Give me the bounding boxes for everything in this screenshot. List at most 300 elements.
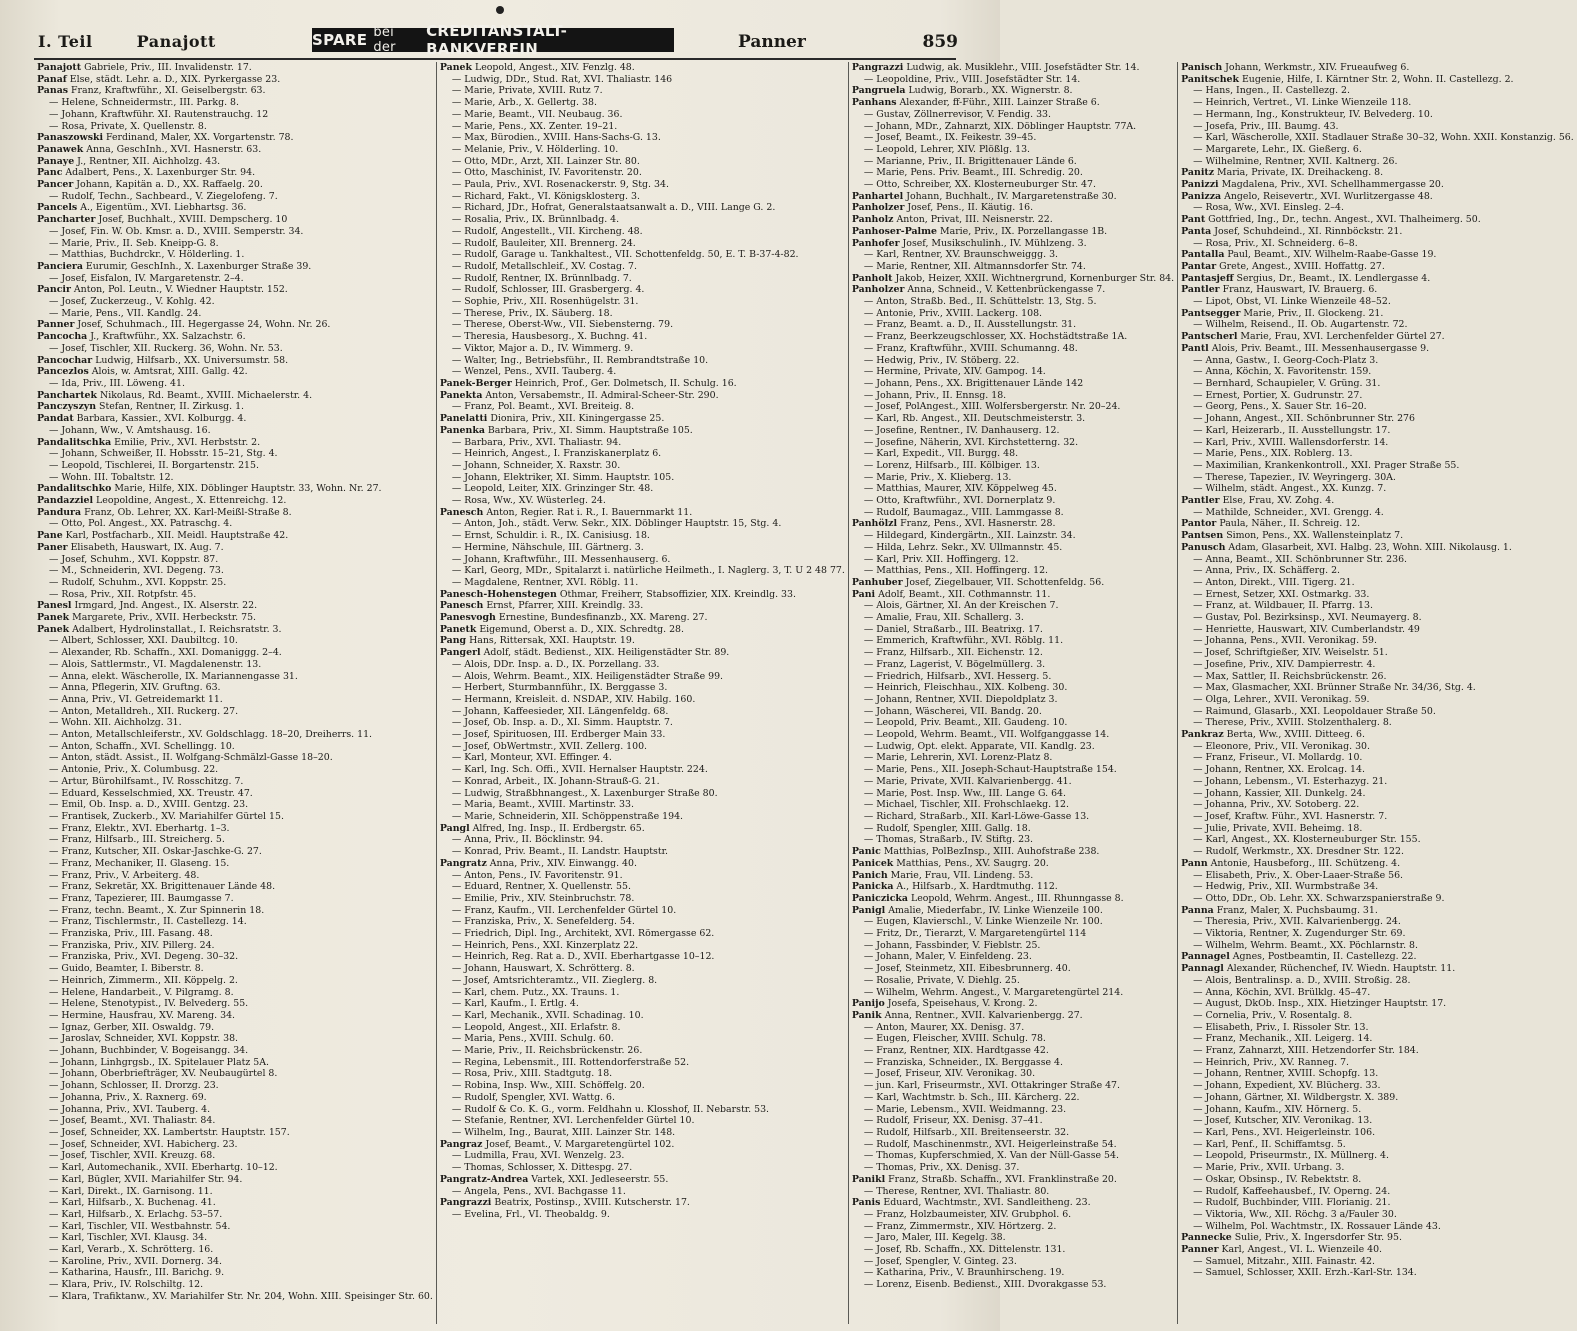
entry-details: Otto, DDr., Ob. Lehr. XX. Schwarzspanierstraße 9. [1205,892,1445,904]
entry-dash: — [863,1208,877,1220]
entry-dash: — [451,272,465,284]
entry-surname: Panna [1181,904,1214,916]
entry-dash: — [863,354,877,366]
entry-details: Karl, Postfacharb., XII. Meidl. Hauptstraße 42. [65,530,289,542]
entry-dash: — [49,846,62,858]
entry-dash: — [49,576,62,588]
entry-dash: — [49,892,62,904]
directory-entry [440,1080,845,1092]
entry-dash: — [49,1290,62,1302]
directory-entry [37,97,433,109]
entry-dash: — [863,448,877,460]
entry-details: Anton, Metallschleiferstr., XV. Goldschlagg. 18–20, Dreiherrs. 11. [61,729,373,741]
entry-dash: — [49,1103,62,1115]
entry-details: Franziska, Schneider., IX. Berggasse 4. [876,1056,1063,1068]
directory-entry [852,635,1174,647]
entry-dash: — [451,834,465,846]
entry-dash: — [1193,1126,1206,1138]
entry-dash: — [863,1150,877,1162]
directory-entry [852,1244,1174,1256]
directory-entry [37,717,433,729]
entry-details: Leopold, Priseurmstr., IX. Müllnerg. 4. [1205,1150,1389,1162]
directory-entry [440,226,845,238]
entry-details: Marie, Pens., XII. Joseph-Schaut-Hauptstraße 154. [876,764,1117,776]
directory-entry [37,799,433,811]
directory-entry [852,846,1174,858]
directory-entry [440,729,845,741]
entry-details: Josef, Spengler, V. Ginteg. 23. [876,1255,1017,1267]
entry-details: Hans, Rittersak, XXI. Hauptstr. 19. [469,635,635,647]
directory-entry [1181,764,1574,776]
entry-dash: — [49,682,62,694]
directory-entry [1181,425,1574,437]
entry-details: Josef, Steinmetz, XII. Eibesbrunnerg. 40. [876,963,1071,975]
entry-details: J., Rentner, XII. Aichholzg. 43. [77,155,221,167]
entry-dash: — [1193,892,1206,904]
entry-surname: Panek [37,623,70,635]
directory-entry [1181,940,1574,952]
directory-entry [1181,1139,1574,1151]
entry-dash: — [1193,752,1206,764]
directory-entry [852,1267,1174,1279]
entry-surname: Pantler [1181,284,1220,296]
entry-details: Max, Bürodien., XVIII. Hans-Sachs-G. 13. [464,132,661,144]
entry-details: Theresia, Hausbesorg., X. Buchng. 41. [464,331,648,343]
entry-dash: — [49,1162,62,1174]
directory-entry [440,659,845,671]
entry-dash: — [863,705,877,717]
directory-entry [37,355,433,367]
entry-details: Helene, Schneidermstr., III. Parkg. 8. [61,97,239,109]
entry-dash: — [1193,85,1206,97]
entry-details: Hermine, Nähschule, III. Gärtnerg. 3. [464,541,644,553]
directory-entry [37,132,433,144]
entry-details: Franz, Beamt. a. D., II. Ausstellungstr. 31. [876,319,1077,331]
directory-entry [440,998,845,1010]
entry-dash: — [863,424,877,436]
entry-details: Marie, Priv., II. Reichsbrückenstr. 26. [464,1045,643,1057]
entry-details: Emil, Ob. Insp. a. D., XVIII. Gentzg. 23. [61,799,249,811]
entry-details: Johanna, Priv., X. Raxnerg. 69. [61,1091,207,1103]
entry-details: Oskar, Obsinsp., IV. Rebektstr. 8. [1205,1173,1362,1185]
entry-dash: — [451,881,465,893]
directory-entry [37,202,433,214]
entry-dash: — [863,775,877,787]
entry-details: Henriette, Hauswart, XIV. Cumberlandstr. 49 [1205,623,1420,635]
entry-details: Alexander, Rb. Schaffn., XXI. Domaniggg. 2–4. [61,647,282,659]
directory-entry [1181,401,1574,413]
directory-entry [852,319,1174,331]
entry-surname: Panek [37,612,70,624]
entry-details: Marie, Priv., XVII. Urbang. 3. [1205,1162,1345,1174]
entry-details: Barbara, Kassier., XVI. Kolburgg. 4. [76,413,247,425]
directory-entry [1181,624,1574,636]
entry-details: Anton, Regier. Rat i. R., I. Bauernmarkt 11. [486,506,693,518]
entry-details: Franz, Mechaniker, II. Glaseng. 15. [61,857,230,869]
entry-dash: — [863,1138,877,1150]
entry-dash: — [863,834,877,846]
entry-surname: Pancir [37,284,71,296]
entry-dash: — [1193,623,1206,635]
directory-entry [37,319,433,331]
entry-details: Johann, Oberbriefträger, XV. Neubaugürtel 8. [61,1068,278,1080]
entry-surname: Panicek [851,857,894,869]
entry-details: Paula, Näher., II. Schreig. 12. [1219,518,1361,530]
entry-details: Bernhard, Schaupieler, V. Grüng. 31. [1205,377,1381,389]
directory-entry [1181,378,1574,390]
entry-dash: — [1193,811,1206,822]
directory-entry [37,1162,433,1174]
entry-details: Johann, Pens., XX. Brigittenauer Lände 142 [876,377,1084,389]
entry-details: Karl, Bügler, XVII. Mariahilfer Str. 94. [61,1173,243,1185]
entry-dash: — [49,448,62,460]
directory-entry [37,214,433,226]
entry-details: Theresia, Priv., XVII. Kalvarienbergg. 24. [1205,916,1401,928]
entry-dash: — [49,670,62,682]
directory-entry [440,1139,845,1151]
directory-entry [852,624,1174,636]
directory-entry [440,542,845,554]
entry-dash: — [1193,155,1206,167]
directory-entry [1181,355,1574,367]
entry-dash: — [49,1045,62,1057]
entry-details: Karl, Mechanik., XVII. Schadinag. 10. [464,1009,644,1021]
entry-dash: — [451,916,465,928]
entry-details: Josef, Schneider, XX. Lambertstr. Hauptstr. 157. [61,1126,290,1138]
directory-entry [1181,331,1574,343]
entry-details: Ludwig, ak. Musiklehr., VIII. Josefstädter Str. 14. [906,62,1140,73]
directory-entry [852,238,1174,250]
directory-entry [37,261,433,273]
entry-dash: — [49,296,62,308]
entry-dash: — [451,998,465,1010]
directory-entry [852,507,1174,519]
entry-details: Josef, Fin. W. Ob. Kmsr. a. D., XVIII. Semperstr. 34. [61,225,304,237]
entry-dash: — [1193,834,1206,846]
entry-details: Rudolf, Schlosser, III. Grasbergerg. 4. [464,284,645,296]
entry-dash: — [1193,939,1206,951]
entry-details: Johann, Elektriker, XI. Simm. Hauptstr. 105. [464,471,675,483]
left-catchword: Panajott [136,32,216,51]
directory-entry [37,518,433,530]
directory-entry [37,483,433,495]
directory-entry [440,413,845,425]
entry-surname: Pandalitschko [37,483,112,495]
entry-surname: Paner [37,541,68,553]
directory-entry [1181,308,1574,320]
entry-details: Lorenz, Eisenb. Bedienst., XIII. Dvorakgasse 53. [876,1279,1107,1291]
directory-entry [440,881,845,893]
entry-details: Johann, Kraftwführ. XI. Rautenstrauchg. 12 [61,108,269,120]
header-rule [34,58,956,60]
entry-details: Johann, Werkmstr., XIV. Frueaufweg 6. [1225,62,1410,73]
entry-details: Eigemund, Oberst a. D., XIX. Schredtg. 28. [479,623,684,635]
entry-dash: — [49,834,62,846]
entry-dash: — [49,752,62,764]
directory-entry [37,437,433,449]
directory-entry [37,1279,433,1291]
directory-entry [852,1197,1174,1209]
entry-details: Karl, Monteur, XVI. Effinger. 4. [464,752,612,764]
directory-entry [1181,109,1574,121]
directory-entry [37,893,433,905]
entry-dash: — [49,1173,62,1185]
entry-dash: — [863,553,877,565]
entry-dash: — [49,974,62,986]
entry-details: Frantisek, Zuckerb., XV. Mariahilfer Gürtel 15. [61,811,284,822]
entry-details: Hildegard, Kindergärtn., XII. Lainzstr. 34. [876,530,1076,542]
entry-details: Heinrich, Fleischhau., XIX. Kolbeng. 30. [876,682,1068,694]
entry-details: Rudolf, Angestellt., VII. Kircheng. 48. [464,225,643,237]
directory-entry [1181,156,1574,168]
entry-dash: — [49,1115,62,1127]
entry-details: Therese, Oberst-Ww., VII. Siebensterng. 79. [464,319,674,331]
entry-details: Evelina, Frl., VI. Theobaldg. 9. [464,1208,610,1220]
directory-entry [852,249,1174,261]
entry-details: Margarete, Lehr., IX. Gießerg. 6. [1205,143,1362,155]
entry-surname: Pancels [37,202,78,214]
entry-details: Georg, Pens., X. Sauer Str. 16–20. [1205,401,1367,413]
entry-details: Josef, Rb. Schaffn., XX. Dittelenstr. 131. [876,1244,1066,1256]
entry-details: Max, Glasmacher, XXI. Brünner Straße Nr. 34/36, Stg. 4. [1205,682,1476,694]
entry-details: Marie, Priv., IX. Porzellangasse 1B. [940,225,1108,237]
entry-details: Adam, Glasarbeit, XVI. Halbg. 23, Wohn. XIII. Nikolausg. 1. [1228,541,1512,553]
directory-entry [1181,1221,1574,1233]
directory-entry [1181,261,1574,273]
entry-dash: — [1193,670,1206,682]
entry-surname: Pannagel [1181,951,1230,963]
entry-dash: — [451,483,465,495]
entry-dash: — [451,1033,465,1045]
entry-surname: Pangratz [439,857,487,869]
entry-details: Leopold, Wehrm. Beamt., VII. Wolfganggasse 14. [876,729,1110,741]
directory-entry [852,577,1174,589]
entry-dash: — [49,565,62,577]
entry-details: Rudolf, Bauleiter, XII. Brennerg. 24. [464,237,636,249]
directory-entry [440,343,845,355]
entry-dash: — [1193,705,1206,717]
entry-details: Wilhelm, Reisend., II. Ob. Augartenstr. 72. [1205,319,1408,331]
entry-details: Alois, Priv. Beamt., III. Messenhausergasse 9. [1211,342,1430,354]
directory-entry [440,706,845,718]
directory-entry [440,62,845,74]
directory-entry [440,963,845,975]
entry-dash: — [451,658,465,670]
entry-details: Josef, Beamt., XVI. Thaliastr. 84. [61,1115,216,1127]
directory-entry [1181,600,1574,612]
entry-dash: — [1193,1103,1206,1115]
entry-details: Johann, Kaffeesieder, XII. Längenfeldg. 68. [464,705,669,717]
entry-details: Marie, Arb., X. Gellertg. 38. [464,97,597,109]
directory-entry [852,858,1174,870]
entry-surname: Panijo [851,998,885,1010]
entry-dash: — [451,846,465,858]
entry-details: Franz, Priv., V. Arbeiterg. 48. [61,869,200,881]
entry-details: Karl, Georg, MDr., Spitalarzt i. natürliche Heilmeth., I. Naglerg. 3, T. U 2 48 77. [464,565,845,577]
entry-details: Max, Sattler, II. Reichsbrückenstr. 26. [1205,670,1387,682]
entry-surname: Pangraz [439,1138,483,1150]
entry-details: Wohn. III. Tobaltstr. 12. [61,471,174,483]
directory-entry [440,1057,845,1069]
directory-entry [852,472,1174,484]
entry-details: Johann, Fassbinder, V. Fieblstr. 25. [876,939,1041,951]
directory-entry [1181,752,1574,764]
entry-details: Anna, GeschInh., XVI. Hasnerstr. 63. [86,143,262,155]
entry-dash: — [863,401,877,413]
entry-dash: — [451,682,465,694]
entry-dash: — [451,1162,465,1174]
entry-details: Eurumir, GeschInh., X. Laxenburger Straße 39. [85,260,312,272]
entry-details: Leopold, Angest., XIV. Fenzlg. 48. [475,62,635,73]
directory-entry [37,612,433,624]
entry-dash: — [1193,869,1206,881]
directory-entry [852,167,1174,179]
entry-dash: — [1193,916,1206,928]
directory-entry [440,975,845,987]
entry-details: M., Schneiderin, XVI. Degeng. 73. [61,565,224,577]
entry-dash: — [1193,1255,1206,1267]
entry-details: Anna, Priv., IX. Schäfferg. 2. [1205,565,1341,577]
entry-details: Karl, Expedit., VII. Burgg. 48. [876,448,1019,460]
entry-surname: Panesch [439,506,484,518]
entry-surname: Panner [1181,1244,1219,1256]
entry-details: Josef, Schuhm., XVI. Koppstr. 87. [61,553,219,565]
entry-details: Friedrich, Hilfsarb., XVI. Hesserg. 5. [876,670,1052,682]
entry-details: Alois, w. Amtsrat, XIII. Gallg. 42. [91,366,248,378]
entry-surname: Pant [1181,214,1206,226]
entry-details: Thomas, Priv., XX. Denisg. 37. [876,1162,1020,1174]
entry-surname: Pancharter [37,214,96,226]
entry-dash: — [1193,1138,1206,1150]
entry-details: Elisabeth, Priv., I. Rissoler Str. 13. [1205,1021,1369,1033]
entry-surname: Panc [37,167,63,179]
entry-details: Josefa, Speisehaus, V. Krong. 2. [887,998,1038,1010]
entry-dash: — [1193,588,1206,600]
entry-dash: — [451,939,465,951]
directory-entry [440,741,845,753]
entry-dash: — [451,951,465,963]
directory-entry [440,483,845,495]
entry-dash: — [49,939,62,951]
directory-entry [852,788,1174,800]
entry-dash: — [863,1021,877,1033]
directory-entry [37,167,433,179]
entry-details: Karl, chem. Putz., XX. Trauns. 1. [464,986,620,998]
entry-details: Matthias, Pens., XII. Hoffingerg. 12. [876,565,1049,577]
entry-details: Johann, Angest., XII. Schönbrunner Str. 276 [1205,413,1415,425]
entry-details: Anna, Köchin, X. Favoritenstr. 159. [1205,366,1372,378]
entry-details: Wilhelm, Pol. Wachtmstr., IX. Rossauer Lände 43. [1205,1220,1441,1232]
directory-entry [37,647,433,659]
entry-details: Barbara, Priv., XVI. Thaliastr. 94. [464,436,622,448]
entry-dash: — [1193,1009,1206,1021]
directory-entry [852,331,1174,343]
entry-details: Josef, Musikschulinh., IV. Mühlzeng. 3. [902,237,1087,249]
entry-dash: — [451,752,465,764]
directory-entry [440,472,845,484]
entry-dash: — [863,1232,877,1244]
entry-dash: — [1193,1045,1206,1057]
entry-details: Therese, Priv., XVIII. Stolzenthalerg. 8. [1205,717,1392,729]
entry-details: Johann, Rentner, XVII. Diepoldplatz 3. [876,693,1058,705]
entry-details: Karl, Kaufm., I. Ertlg. 4. [464,998,579,1010]
entry-details: Johann, Priv., II. Ennsg. 18. [876,389,1007,401]
entry-details: Leopold, Wehrm. Angest., III. Rhunngasse 8. [910,892,1124,904]
entry-dash: — [451,260,465,272]
entry-surname: Pangrazzi [439,1197,492,1209]
entry-details: Albert, Schlosser, XXI. Daubiltcg. 10. [61,635,238,647]
directory-entry [440,811,845,823]
directory-entry [440,858,845,870]
directory-entry [1181,635,1574,647]
entry-details: Rosa, Ww., XVI. Einsleg. 2–4. [1205,202,1344,214]
entry-details: Amalie, Frau, XII. Schallerg. 3. [876,612,1024,624]
directory-entry [1181,612,1574,624]
directory-entry [1181,472,1574,484]
entry-details: Antonie, Priv., XVIII. Lackerg. 108. [876,307,1043,319]
entry-dash: — [451,97,465,109]
directory-entry [852,1045,1174,1057]
directory-entry [440,401,845,413]
entry-details: Othmar, Freiherr, Stabsoffizier, XIX. Kreindlg. 33. [559,588,796,600]
entry-dash: — [1193,635,1206,647]
entry-dash: — [1193,319,1206,331]
entry-surname: Panich [851,869,888,881]
directory-entry [440,600,845,612]
entry-details: Maria, Private, IX. Dreihackeng. 8. [1217,167,1384,179]
directory-entry [37,413,433,425]
directory-entry [440,261,845,273]
entry-details: Franz, Kraftwführ., XVIII. Schumanng. 48. [876,342,1078,354]
entry-dash: — [1193,986,1206,998]
entry-details: Marie, Beamt., VII. Neubaug. 36. [464,108,623,120]
directory-entry [852,1256,1174,1268]
directory-entry [440,612,845,624]
entry-dash: — [451,530,465,542]
entry-details: Otto, Pol. Angest., XX. Patraschg. 4. [61,518,233,530]
directory-entry [852,1162,1174,1174]
directory-entry [1181,507,1574,519]
page-number: 859 [922,32,958,52]
directory-entry [1181,191,1574,203]
directory-entry [852,1174,1174,1186]
entry-surname: Panikl [851,1173,886,1185]
entry-details: Gustav, Zöllnerrevisor, V. Fendig. 33. [876,108,1052,120]
entry-dash: — [1193,1115,1206,1127]
entry-details: Thomas, Kupferschmied, X. Van der Nüll-Gasse 54. [876,1150,1119,1162]
entry-dash: — [49,811,62,822]
entry-details: Rosa, Priv., XI. Schneiderg. 6–8. [1205,237,1358,249]
entry-dash: — [451,1103,465,1115]
entry-dash: — [1193,424,1206,436]
directory-entry [1181,413,1574,425]
entry-dash: — [49,1232,62,1244]
directory-entry [440,1068,845,1080]
entry-dash: — [863,506,877,518]
entry-surname: Pancochar [37,354,93,366]
entry-details: Heinrich, Prof., Ger. Dolmetsch, II. Schulg. 16. [514,377,737,389]
entry-details: Simon, Pens., XX. Wallensteinplatz 7. [1226,530,1404,542]
entry-surname: Panesl [37,600,72,612]
entry-details: Josefine, Priv., XIV. Dampierrestr. 4. [1205,658,1376,670]
entry-details: Anton, Privat, III. Neisnerstr. 22. [896,214,1053,226]
entry-details: Anton, Pol. Leutn., V. Wiedner Hauptstr. 152. [73,284,288,296]
entry-details: Anton, Schaffn., XVI. Schellingg. 10. [61,740,235,752]
entry-details: Ludmilla, Frau, XVI. Wenzelg. 23. [464,1150,625,1162]
entry-dash: — [1193,143,1206,155]
entry-details: Josef, Friseur, XIV. Veronikag. 30. [876,1068,1036,1080]
directory-entry [37,1033,433,1045]
